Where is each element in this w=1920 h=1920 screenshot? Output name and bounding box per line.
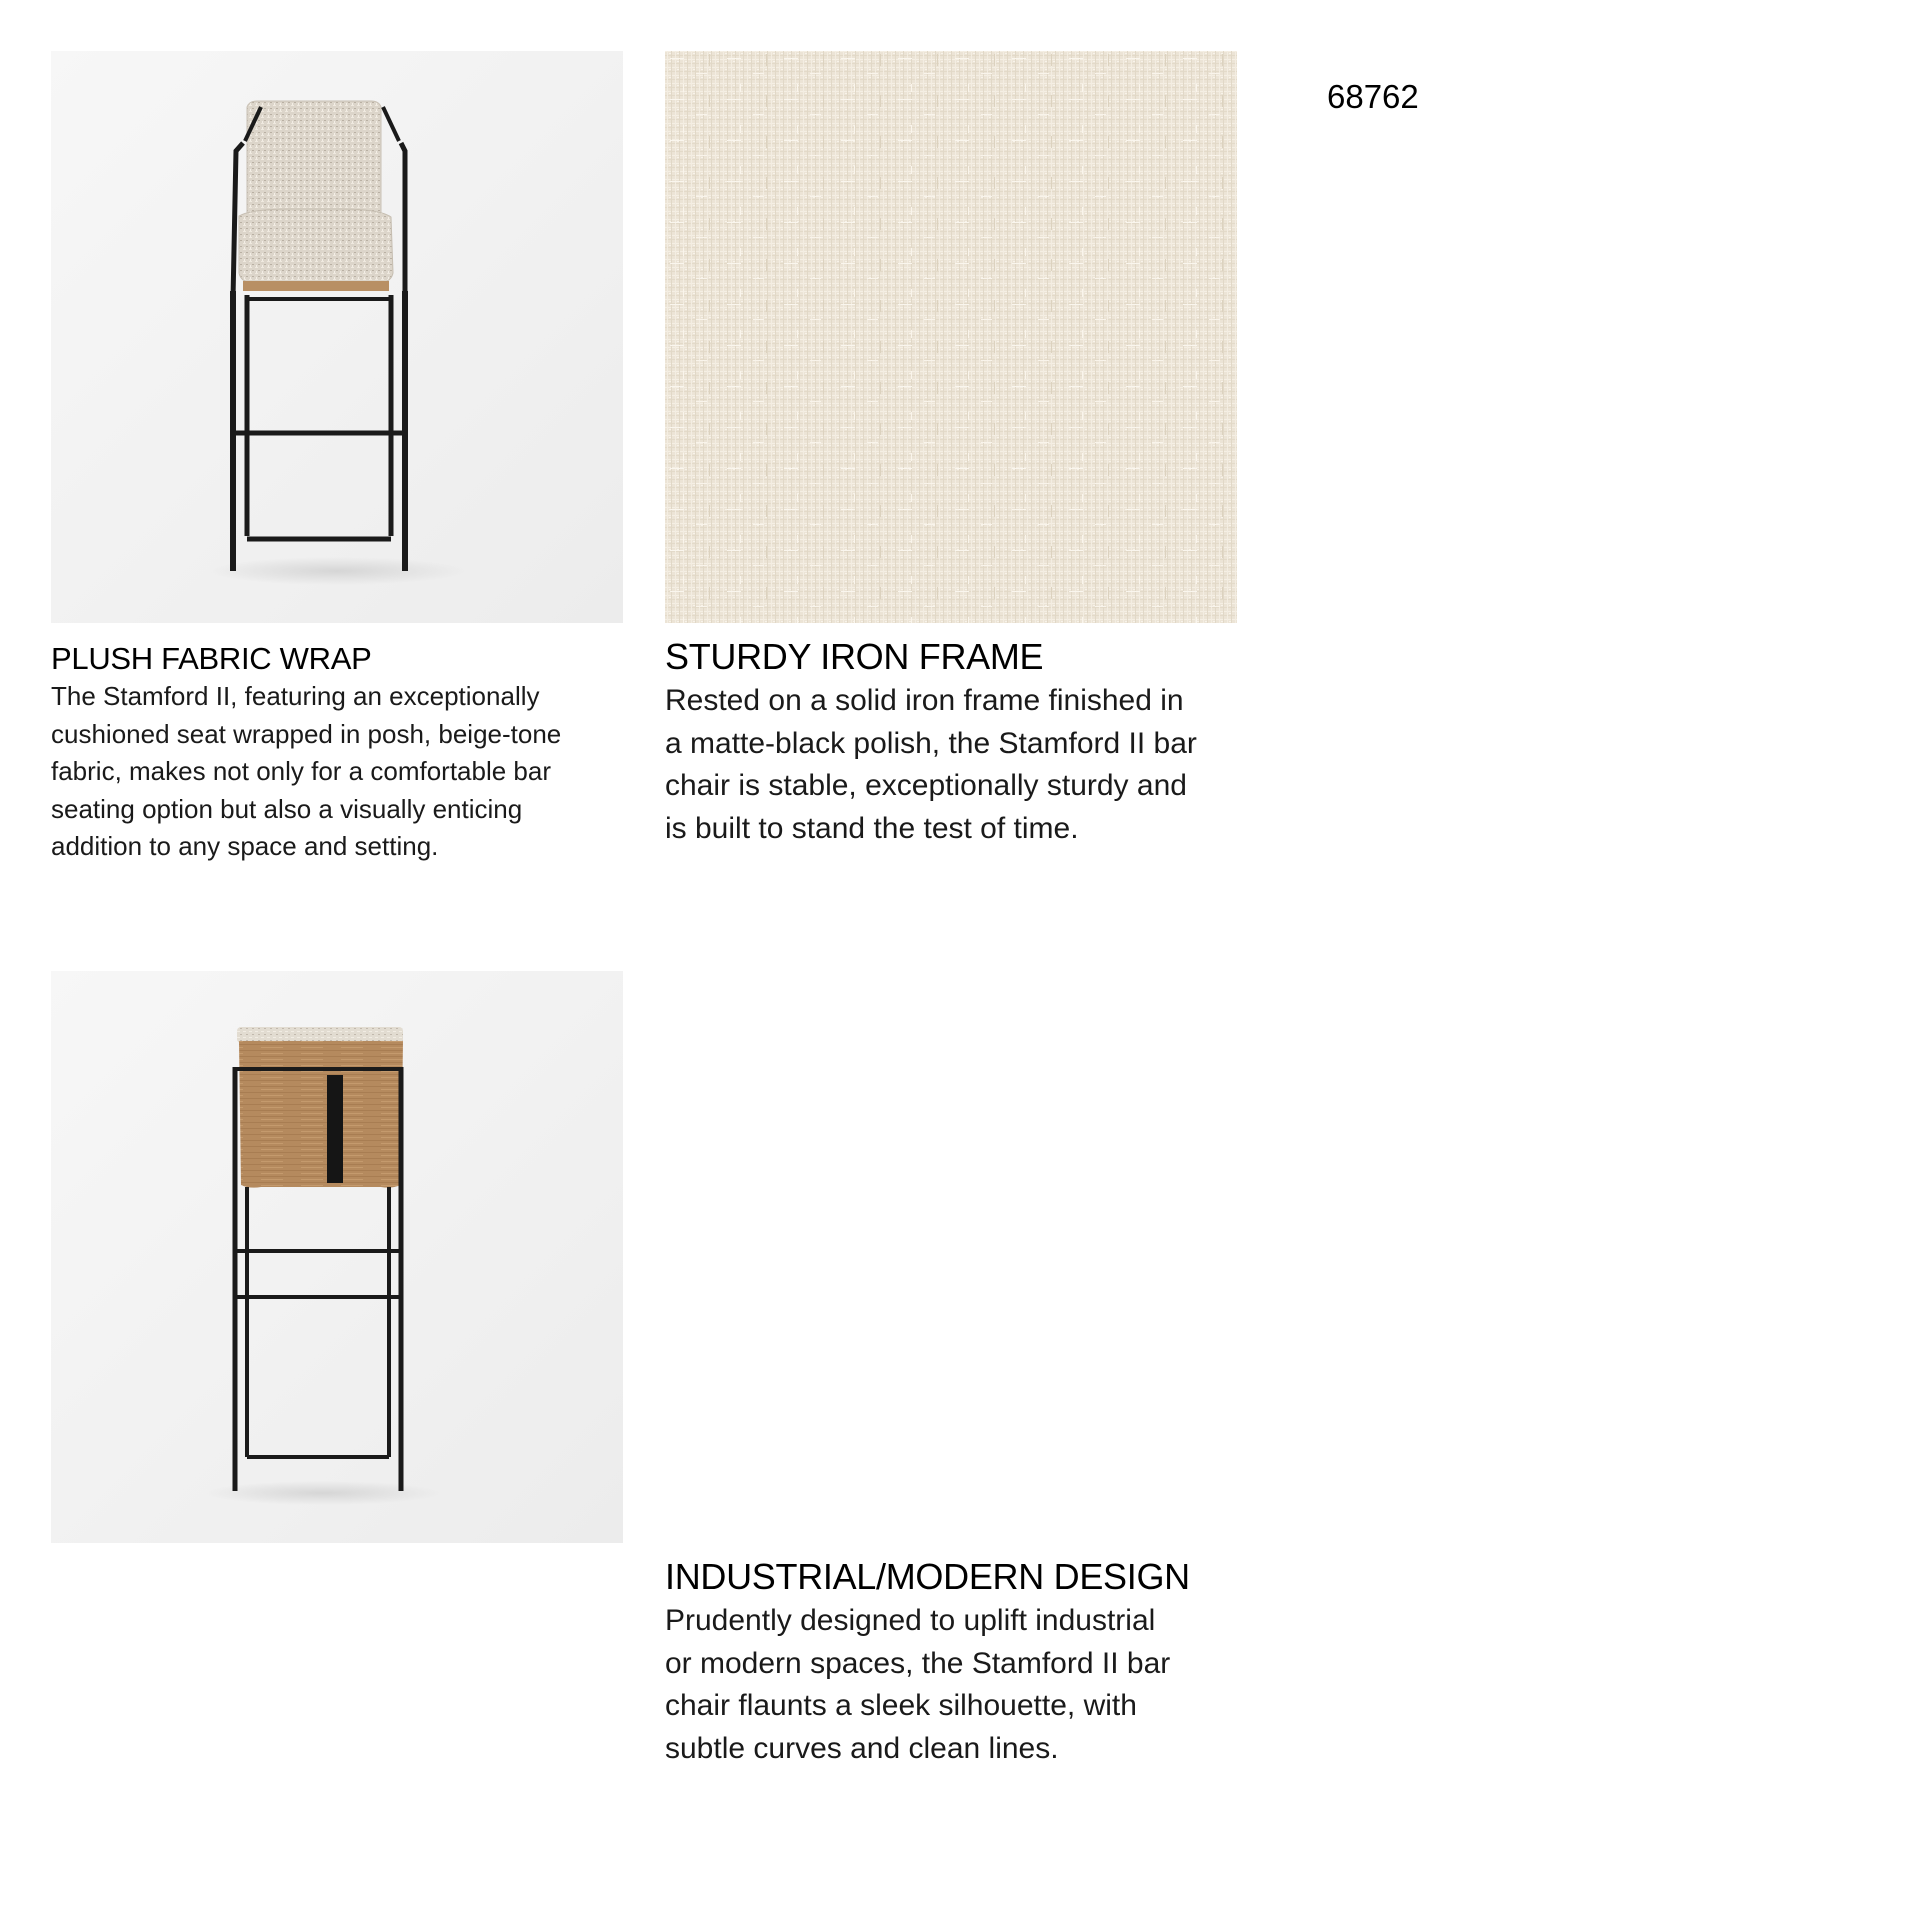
description-line: seating option but also a visually enticing bbox=[51, 793, 523, 824]
description-line: cushioned seat wrapped in posh, beige-tone bbox=[51, 718, 562, 749]
feature-title: INDUSTRIAL/MODERN DESIGN bbox=[665, 1556, 1190, 1597]
product-code: 68762 bbox=[1327, 78, 1419, 115]
description-line: a matte-black polish, the Stamford II bar bbox=[665, 726, 1197, 760]
description-line: Rested on a solid iron frame finished in bbox=[665, 684, 1184, 717]
description-line: The Stamford II, featuring an exceptionally bbox=[51, 681, 540, 711]
chair-back-image bbox=[51, 971, 623, 1543]
feature-industrial-modern-design bbox=[665, 1556, 1275, 1770]
description-line: chair flaunts a sleek silhouette, with bbox=[665, 1689, 1137, 1722]
description-line: addition to any space and setting. bbox=[51, 831, 439, 861]
description-line: subtle curves and clean lines. bbox=[665, 1731, 1059, 1765]
feature-title: PLUSH FABRIC WRAP bbox=[51, 641, 372, 676]
fabric-swatch-photo bbox=[665, 51, 1237, 623]
description-line: is built to stand the test of time. bbox=[665, 811, 1079, 845]
feature-title: STURDY IRON FRAME bbox=[665, 636, 1044, 677]
description-line: Prudently designed to uplift industrial bbox=[665, 1604, 1156, 1637]
feature-description bbox=[51, 678, 631, 866]
feature-description bbox=[665, 1600, 1275, 1770]
description-line: or modern spaces, the Stamford II bar bbox=[665, 1646, 1171, 1680]
chair-front-image bbox=[51, 51, 623, 623]
feature-sturdy-iron-frame bbox=[665, 636, 1275, 850]
description-line: chair is stable, exceptionally sturdy and bbox=[665, 769, 1187, 802]
description-line: fabric, makes not only for a comfortable bar bbox=[51, 756, 552, 786]
fabric-swatch-image bbox=[665, 51, 1237, 623]
chair-front-photo bbox=[51, 51, 623, 623]
feature-plush-fabric-wrap bbox=[51, 640, 631, 866]
chair-back-photo bbox=[51, 971, 623, 1543]
feature-description bbox=[665, 680, 1275, 850]
